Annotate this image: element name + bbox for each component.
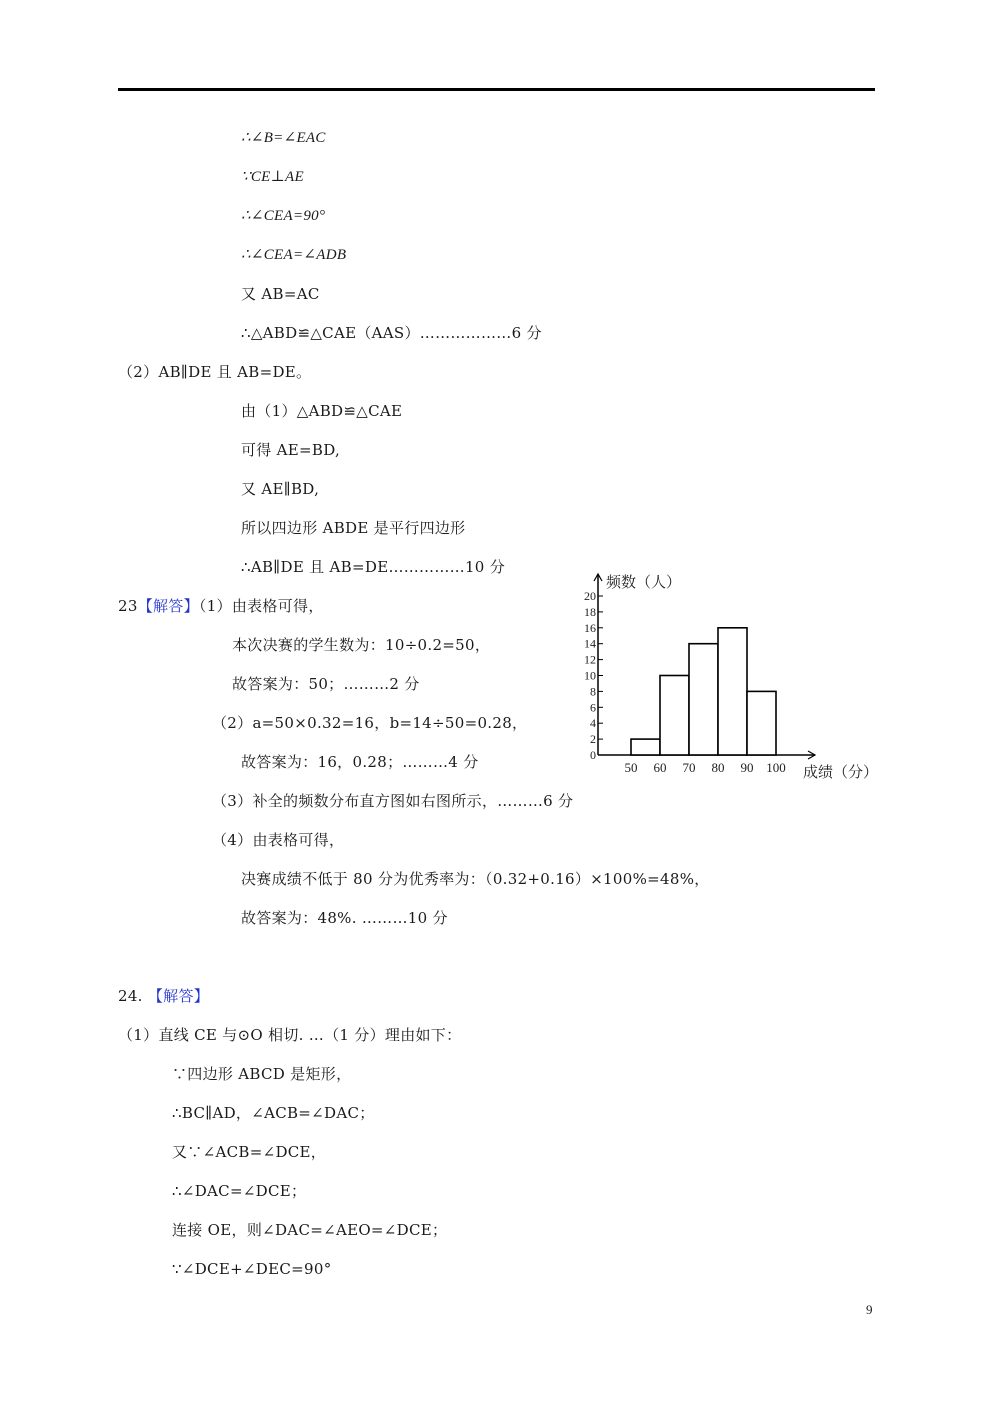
answer-line: ∴∠DAC=∠DCE； [172,1182,307,1200]
answer-line: 故答案为：50；………2 分 [232,675,420,693]
answer-tag: 【解答】 [147,987,210,1005]
sub-part: （1）由表格可得， [198,597,324,615]
answer-line: （1）直线 CE 与⊙O 相切. …（1 分）理由如下： [118,1026,462,1044]
frequency-histogram [575,565,895,785]
y-tick-label: 10 [584,668,596,683]
x-tick-label: 80 [711,760,725,775]
answer-line: 故答案为：48%. ………10 分 [241,909,448,927]
answer-line: 又∵∠ACB=∠DCE， [172,1143,327,1161]
x-tick-label: 100 [766,760,786,775]
x-axis-title: 成绩（分） [803,765,879,781]
page-number: 9 [866,1302,873,1317]
y-tick-label: 16 [584,620,596,635]
histogram-bar [718,628,747,755]
y-tick-label: 20 [584,589,596,603]
proof-line: 可得 AE=BD, [241,441,341,459]
answer-line: ∴BC∥AD，∠ACB=∠DAC； [172,1104,375,1122]
answer-tag: 【解答】 [137,597,199,615]
histogram-bar [747,691,776,755]
x-tick-label: 50 [624,760,638,775]
x-tick-label: 60 [653,760,667,775]
y-tick-label: 2 [590,732,596,747]
y-tick-label: 18 [584,604,596,619]
answer-line: 连接 OE，则∠DAC=∠AEO=∠DCE； [172,1221,448,1239]
answer-line: （4）由表格可得， [212,831,345,849]
histogram-bar [689,644,718,755]
answer-line: （2）a=50×0.32=16，b=14÷50=0.28， [212,714,528,732]
bars [631,628,776,755]
answer-line: ∵四边形 ABCD 是矩形， [172,1065,352,1083]
answer-line: （3）补全的频数分布直方图如右图所示，………6 分 [212,792,574,810]
y-tick-label: 4 [590,716,596,731]
y-tick-label: 6 [590,700,596,715]
header-rule [118,88,875,91]
histogram-bar [631,739,660,755]
y-tick-label: 8 [590,684,596,699]
y-axis-title: 频数（人） [606,575,682,591]
y-tick-label: 0 [590,748,596,762]
y-tick-label: 12 [584,652,596,667]
answer-line: ∵∠DCE+∠DEC=90° [172,1260,332,1278]
proof-line: 所以四边形 ABDE 是平行四边形 [241,519,466,537]
question-number: 23 [118,597,138,615]
x-tick-label: 70 [682,760,696,775]
answer-line: 故答案为：16，0.28；………4 分 [241,753,479,771]
question-24-heading [118,986,209,1006]
proof-line: ∵CE⊥AE [241,169,304,185]
proof-line: ∴∠B=∠EAC [241,130,326,146]
proof-line: 由（1）△ABD≌△CAE [241,402,403,420]
question-23-heading [118,596,324,616]
proof-line: ∴△ABD≌△CAE（AAS）………………6 分 [241,324,542,342]
proof-line: ∴∠CEA=90° [241,208,326,224]
question-number: 24. [118,987,143,1005]
histogram-bar [660,676,689,756]
proof-line: 又 AB=AC [241,285,320,303]
y-tick-label: 14 [584,636,596,651]
answer-line: 决赛成绩不低于 80 分为优秀率为：（0.32+0.16）×100%=48%， [241,870,710,888]
proof-line: ∴AB∥DE 且 AB=DE……………10 分 [241,558,505,576]
proof-line: ∴∠CEA=∠ADB [241,247,347,263]
x-tick-label: 90 [740,760,754,775]
part-heading: （2）AB∥DE 且 AB=DE。 [118,363,312,381]
answer-line: 本次决赛的学生数为：10÷0.2=50， [232,636,491,654]
proof-line: 又 AE∥BD, [241,480,320,498]
